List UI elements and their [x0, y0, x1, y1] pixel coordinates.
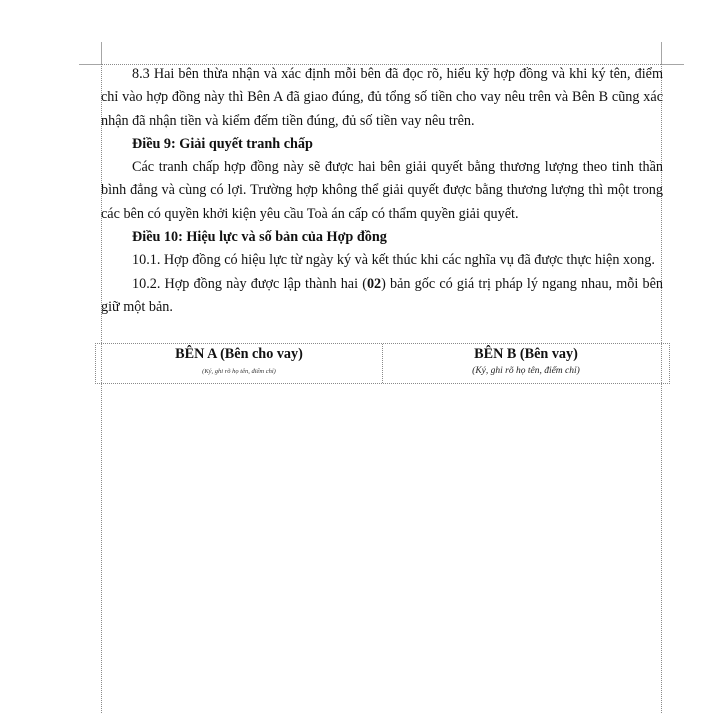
corner-mark-right [661, 42, 662, 64]
party-a-cell[interactable] [96, 344, 382, 383]
party-b-note: (Ký, ghi rõ họ tên, điểm chỉ) [472, 366, 580, 376]
corner-mark-left [101, 42, 102, 64]
party-b-cell[interactable] [382, 344, 669, 383]
paragraph-10-2-start: 10.2. Hợp đồng này được lập thành hai ( [132, 275, 367, 292]
signature-table[interactable] [95, 343, 670, 384]
paragraph-10-2-end: ) bản gốc có giá trị pháp lý ngang nhau, mỗi bên giữ một bản. [101, 275, 663, 315]
corner-mark-right-horizontal [662, 64, 684, 65]
article-9-text[interactable]: Các tranh chấp hợp đồng này sẽ được hai bên giải quyết bằng thương lượng theo tinh thần bình đẳng và cùng có lợi. Trường hợp không thể giải quyết được bằng thương lượng thì một trong các bên có quyền khởi kiện yêu cầu Toà án cấp có thẩm quyền giải quyết. [101, 159, 663, 222]
party-a-note: (Ký, ghi rõ họ tên, điểm chỉ) [202, 368, 276, 375]
article-10-heading[interactable]: Điều 10: Hiệu lực và số bản của Hợp đồng [132, 229, 387, 246]
party-a-title: BÊN A (Bên cho vay) [175, 346, 303, 362]
copies-count: 02 [366, 275, 382, 292]
party-b-title: BÊN B (Bên vay) [474, 346, 578, 362]
document-body[interactable] [101, 63, 663, 319]
paragraph-8-3[interactable]: 8.3 Hai bên thừa nhận và xác định mỗi bên đã đọc rõ, hiểu kỹ hợp đồng và khi ký tên, điểm chỉ vào hợp đồng này thì Bên A đã giao đúng, đủ tổng số tiền cho vay nêu trên và Bên B cũng xác nhận đã nhận tiền và kiểm đếm tiền đúng, đủ số tiền vay nêu trên. [101, 66, 663, 129]
article-9-heading[interactable]: Điều 9: Giải quyết tranh chấp [132, 135, 313, 152]
paragraph-10-2[interactable] [101, 273, 663, 320]
corner-mark-left-horizontal [79, 64, 101, 65]
paragraph-10-1[interactable]: 10.1. Hợp đồng có hiệu lực từ ngày ký và kết thúc khi các nghĩa vụ đã được thực hiện xong. [132, 252, 655, 269]
